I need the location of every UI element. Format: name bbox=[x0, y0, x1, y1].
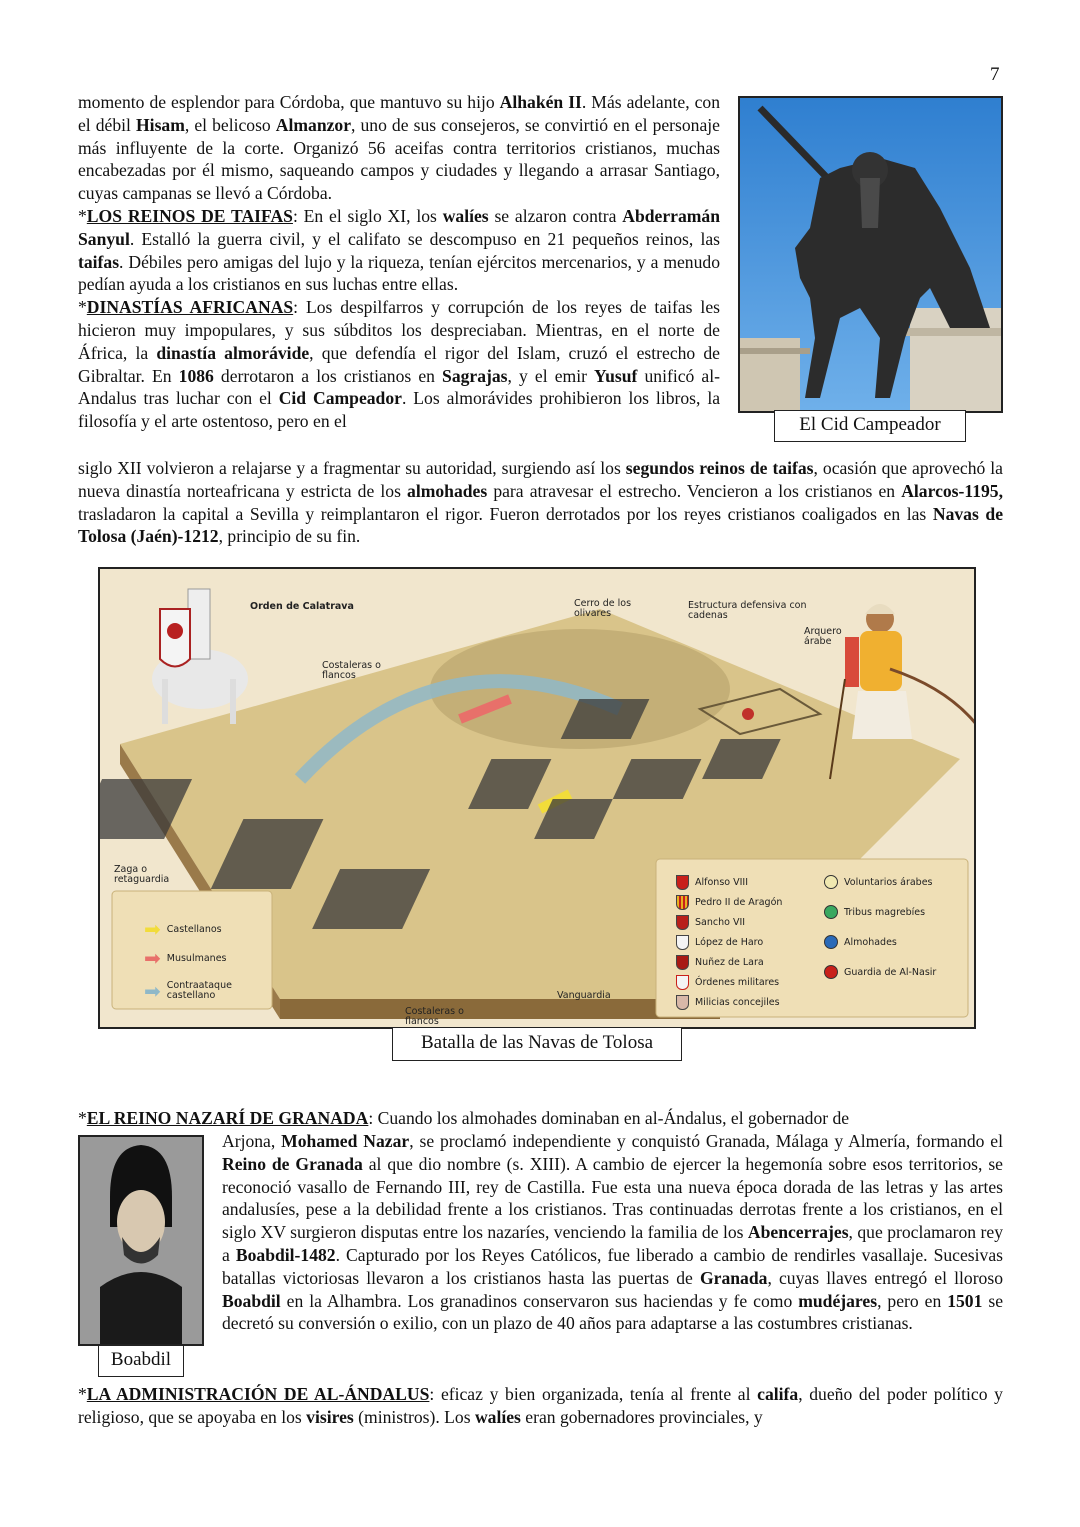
yellow-arrow-icon: ➡ bbox=[144, 917, 161, 941]
africanas-section: *DINASTÍAS AFRICANAS: Los despilfarros y corrupción de los reyes de taifas les hicieron muy impopulares, y sus súbditos los despreciaban. Mientras, en el norte de África, la dinastía almorávide, que defendía el rigor del Islam, cruzó el estrecho de Gibraltar. En 1086 derrotaron a los cristianos en Sagrajas, y el emir Yusuf unificó al-Andalus tras luchar con el Cid Campeador. Los almorávides prohibieron los libros, la filosofía y el arte ostentoso, pero en el bbox=[78, 297, 721, 432]
cid-statue-illustration bbox=[740, 98, 1001, 411]
battle-caption: Batalla de las Navas de Tolosa bbox=[392, 1027, 682, 1061]
red-arrow-icon: ➡ bbox=[144, 946, 161, 970]
legend-nunez: Nuñez de Lara bbox=[676, 955, 764, 970]
label-estructura-defensiva: Estructura defensiva con cadenas bbox=[688, 600, 807, 621]
crescent-icon bbox=[824, 875, 838, 889]
crescent-icon bbox=[824, 905, 838, 919]
legend-voluntarios: Voluntarios árabes bbox=[824, 875, 933, 889]
cid-caption: El Cid Campeador bbox=[774, 410, 966, 442]
legend-alfonso: Alfonso VIII bbox=[676, 875, 748, 890]
legend-sancho: Sancho VII bbox=[676, 915, 745, 930]
legend-almohades: Almohades bbox=[824, 935, 897, 949]
africanas-heading: DINASTÍAS AFRICANAS bbox=[86, 297, 294, 318]
admin-heading: LA ADMINISTRACIÓN DE AL-ÁNDALUS bbox=[86, 1384, 430, 1404]
crescent-icon bbox=[824, 935, 838, 949]
legend-musulmanes: ➡ Musulmanes bbox=[144, 946, 227, 970]
shield-icon bbox=[676, 895, 689, 910]
legend-pedro: Pedro II de Aragón bbox=[676, 895, 782, 910]
label-costaleras-top: Costaleras o flancos bbox=[322, 660, 381, 681]
nazari-body: Arjona, Mohamed Nazar, se proclamó independiente y conquistó Granada, Málaga y Almería, formando el Reino de Granada al que dio nombre (s. XIII). A cambio de ejercer la hegemonía sobre esos territorios, se reconoció vasallo de Fernando III, rey de Castilla. Fue esta una nueva época dorada de las letras y las artes andalusíes, pese a la debilidad frente a los cristianos. Tras continuadas derrotas frente a los cristianos, en el siglo XV surgieron disputas entre los nazaríes, venciendo la familia de los Abencerrajes, que proclamaron rey a Boabdil-1482. Capturado por los Reyes Católicos, fue liberado a cambio de rendirles vasallaje. Sucesivas batallas victoriosas llevaron a los cristianos hasta las puertas de Granada, cuyas llaves entregó el lloroso Boabdil en la Alhambra. Los granadinos conservaron sus haciendas y fe como mudéjares, pero en 1501 se decretó su conversión o exilio, con un plazo de 40 años para adaptarse a las costumbres cristianas. bbox=[222, 1131, 1004, 1334]
label-vanguardia: Vanguardia bbox=[557, 990, 611, 1001]
boabdil-caption: Boabdil bbox=[98, 1345, 184, 1377]
shield-icon bbox=[676, 995, 689, 1010]
crescent-icon bbox=[824, 965, 838, 979]
legend-milicias: Milicias concejiles bbox=[676, 995, 780, 1010]
taifas-section: *LOS REINOS DE TAIFAS: En el siglo XI, los walíes se alzaron contra Abderramán Sanyul. Estalló la guerra civil, y el califato se descompuso en 21 pequeños reinos, las taifas. Débiles pero amigas del lujo y la riqueza, tenían ejércitos mercenarios, y a menudo pedían ayuda a los cristianos en sus luchas entre ellas. bbox=[78, 205, 721, 295]
shield-icon bbox=[676, 935, 689, 950]
legend-lopez: López de Haro bbox=[676, 935, 763, 950]
nazari-first-line: *EL REINO NAZARÍ DE GRANADA: Cuando los almohades dominaban en al-Ándalus, el gobernador de bbox=[78, 1108, 850, 1128]
legend-tribus: Tribus magrebíes bbox=[824, 905, 925, 919]
nazari-heading: EL REINO NAZARÍ DE GRANADA bbox=[86, 1108, 369, 1128]
boabdil-portrait bbox=[78, 1135, 204, 1346]
shield-icon bbox=[676, 955, 689, 970]
legend-ordenes: Órdenes militares bbox=[676, 975, 779, 990]
label-arquero-arabe: Arquero árabe bbox=[804, 626, 842, 647]
battle-map bbox=[98, 567, 976, 1029]
shield-icon bbox=[676, 915, 689, 930]
taifas-heading: LOS REINOS DE TAIFAS bbox=[86, 205, 293, 226]
shield-icon bbox=[676, 975, 689, 990]
label-cerro-olivares: Cerro de los olivares bbox=[574, 598, 632, 619]
text-column-top: momento de esplendor para Córdoba, que mantuvo su hijo Alhakén II. Más adelante, con el débil Hisam, el belicoso Almanzor, uno de sus consejeros, se convirtió en el personaje más influyente de la corte. Organizó 56 aceifas contra territorios cristianos, muchas encabezadas por él mismo, saqueando campos y ciudades y llegando a arrasar Santiago, cuyas campanas se llevó a Córdoba. *LOS REINOS DE TAIFAS: En el siglo XI, los walíes se alzaron contra Abderramán Sanyul. Estalló la guerra civil, y el califato se descompuso en 21 pequeños reinos, las taifas. Débiles pero amigas del lujo y la riqueza, tenían ejércitos mercenarios, y a menudo pedían ayuda a los cristianos en sus luchas entre ellas. *DINASTÍAS AFRICANAS: Los despilfarros y corrupción de los reyes de taifas les hicieron muy impopulares, y sus súbditos los despreciaban. Mientras, en el norte de África, la dinastía almorávide, que defendía el rigor del Islam, cruzó el estrecho de Gibraltar. En 1086 derrotaron a los cristianos en Sagrajas, y el emir Yusuf unificó al-Andalus tras luchar con el Cid Campeador. Los almorávides prohibieron los libros, la filosofía y el arte ostentoso, pero en el bbox=[78, 92, 721, 432]
blue-arrow-icon: ➡ bbox=[144, 979, 161, 1003]
label-orden-calatrava: Orden de Calatrava bbox=[250, 601, 354, 612]
text-africanas-continued: siglo XII volvieron a relajarse y a fragmentar su autoridad, surgiendo así los segundos reinos de taifas, ocasión que aprovechó la nueva dinastía norteafricana y estricta de los almohades para atravesar el estrecho. Vencieron a los cristianos en Alarcos-1195, trasladaron la capital a Sevilla y reimplantaron el rigor. Fueron derrotados por los reyes cristianos coaligados en las Navas de Tolosa (Jaén)-1212, principio de su fin. bbox=[78, 458, 1004, 547]
legend-guardia: Guardia de Al-Nasir bbox=[824, 965, 936, 979]
label-zaga: Zaga o retaguardia bbox=[114, 864, 170, 885]
page-number: 7 bbox=[990, 64, 1000, 85]
legend-contraataque: ➡ Contraataque castellano bbox=[144, 979, 232, 1003]
shield-icon bbox=[676, 875, 689, 890]
cid-image bbox=[738, 96, 1003, 413]
legend-castellanos: ➡ Castellanos bbox=[144, 917, 222, 941]
label-costaleras-bottom: Costaleras o flancos bbox=[405, 1006, 464, 1027]
boabdil-illustration bbox=[80, 1137, 202, 1344]
admin-section: *LA ADMINISTRACIÓN DE AL-ÁNDALUS: eficaz y bien organizada, tenía al frente al califa, dueño del poder político y religioso, que se apoyaba en los visires (ministros). Los walíes eran gobernadores provinciales, y bbox=[78, 1384, 1003, 1427]
